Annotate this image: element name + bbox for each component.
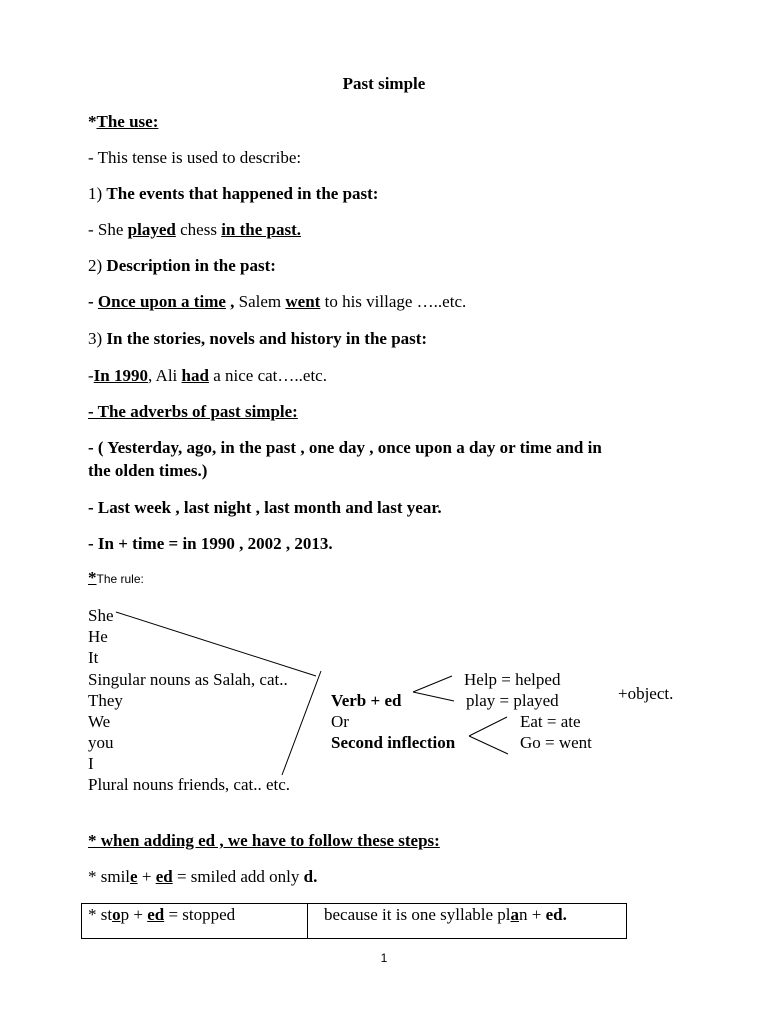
subject-they: They — [88, 691, 123, 710]
subject-it: It — [88, 648, 99, 667]
subject-you: you — [88, 733, 114, 752]
or-label: Or — [331, 712, 349, 731]
use-heading: *The use: — [88, 112, 159, 131]
table-cell-reason: because it is one syllable plan + ed. — [308, 904, 627, 939]
subject-plural: Plural nouns friends, cat.. etc. — [88, 775, 291, 794]
example-help: Help = helped — [464, 670, 561, 689]
subject-she: She — [88, 606, 114, 625]
subject-singular: Singular nouns as Salah, cat.. — [88, 670, 288, 689]
rule-heading: *The rule: — [88, 568, 144, 587]
example-play: play = played — [466, 691, 559, 710]
example-3: -In 1990, Ali had a nice cat…..etc. — [88, 366, 327, 385]
verb-ed: Verb + ed — [331, 691, 402, 710]
example-1: - She played chess in the past. — [88, 220, 302, 239]
example-eat: Eat = ate — [520, 712, 581, 731]
step-table — [81, 903, 627, 939]
adverbs-line-1b: the olden times.) — [88, 461, 208, 480]
point-2: 2) Description in the past: — [88, 256, 276, 275]
point-1: 1) The events that happened in the past: — [88, 184, 379, 203]
subject-he: He — [88, 627, 108, 646]
adverbs-line-3: - In + time = in 1990 , 2002 , 2013. — [88, 534, 333, 553]
example-2: - Once upon a time , Salem went to his village …..etc. — [88, 292, 467, 311]
adverbs-line-2: - Last week , last night , last month and last year. — [88, 498, 442, 517]
intro-line: - This tense is used to describe: — [88, 148, 302, 167]
page-number: 1 — [380, 951, 388, 965]
second-inflection: Second inflection — [331, 733, 456, 752]
subject-we: We — [88, 712, 111, 731]
example-go: Go = went — [520, 733, 592, 752]
adverbs-line-1: - ( Yesterday, ago, in the past , one day , once upon a day or time and in — [88, 438, 602, 457]
table-cell-stop: * stop + ed = stopped — [82, 904, 308, 939]
object-label: +object. — [618, 684, 674, 703]
point-3: 3) In the stories, novels and history in the past: — [88, 329, 428, 348]
step-smile: * smile + ed = smiled add only d. — [88, 867, 318, 886]
adverbs-heading: - The adverbs of past simple: — [88, 402, 298, 421]
table-row — [82, 904, 627, 939]
steps-heading: * when adding ed , we have to follow these steps: — [88, 831, 440, 850]
subject-i: I — [88, 754, 94, 773]
page-title: Past simple — [342, 74, 426, 93]
